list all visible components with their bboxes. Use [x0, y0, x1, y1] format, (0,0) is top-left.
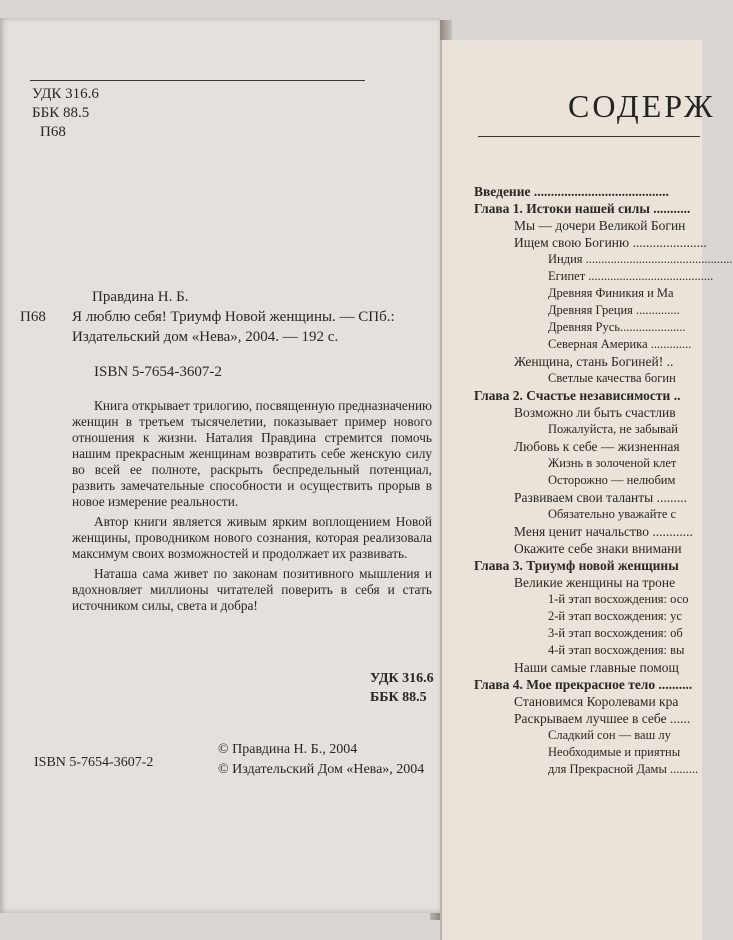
top-rule-left — [30, 80, 365, 81]
toc-entry: Египет ........................................ — [548, 269, 714, 283]
toc-entry: 3-й этап восхождения: об — [548, 626, 683, 640]
toc-entry: Становимся Королевами кра — [514, 694, 679, 709]
toc-entry: Меня ценит начальство ............ — [514, 524, 693, 539]
toc-entry: Развиваем свои таланты ......... — [514, 490, 688, 505]
annotation-block — [72, 398, 432, 618]
toc-entry: Северная Америка ............. — [548, 337, 692, 351]
toc-entry: Древняя Русь..................... — [548, 320, 686, 334]
toc-entry: Великие женщины на троне — [514, 575, 676, 590]
isbn-line: ISBN 5-7654-3607-2 — [94, 364, 222, 380]
toc-entry: Возможно ли быть счастлив — [514, 405, 676, 420]
title-line: Я люблю себя! Триумф Новой женщины. — СПб.: — [72, 309, 395, 325]
bbk-code-bottom: ББК 88.5 — [370, 690, 427, 705]
toc-entry: Обязательно уважайте с — [548, 507, 677, 521]
toc-entry: Введение ........................................ — [474, 184, 669, 199]
toc-entry: Жизнь в золоченой клет — [548, 456, 677, 470]
annotation-paragraph: Книга открывает трилогию, посвященную предназначению женщин в третьем тысячелетии, показывает пример нового отношения к жизни. Наталия Правдина стремится помочь нашим прекрасным женщинам возвратить себе женскую силу во всей ее полноте, раскрыть беспредельный потенциал, развить замечательные способности и осуществить прорыв в новое измерение реальности. — [72, 398, 432, 509]
toc-entry: Сладкий сон — ваш лу — [548, 728, 671, 742]
toc-entry: Древняя Финикия и Ма — [548, 286, 674, 300]
toc-entry: Древняя Греция .............. — [548, 303, 680, 317]
toc-entry: Глава 2. Счастье независимости .. — [474, 388, 681, 403]
toc-entry: Раскрываем лучшее в себе ...... — [514, 711, 691, 726]
author-line: Правдина Н. Б. — [92, 289, 189, 305]
toc-entry: Светлые качества богин — [548, 371, 676, 385]
toc-entry: Пожалуйста, не забывай — [548, 422, 678, 436]
toc-entry: Необходимые и приятны — [548, 745, 681, 759]
udk-code-top: УДК 316.6 — [32, 86, 99, 102]
catalog-code: П68 — [20, 309, 46, 325]
isbn-bottom: ISBN 5-7654-3607-2 — [34, 755, 154, 770]
toc-entry: для Прекрасной Дамы ......... — [548, 762, 699, 776]
toc-heading-rule — [478, 136, 700, 137]
toc-entry: Мы — дочери Великой Богин — [514, 218, 686, 233]
toc-entry: Женщина, стань Богиней! .. — [514, 354, 674, 369]
toc-entry: Индия ............................................... — [548, 252, 733, 266]
publisher-line: Издательский дом «Нева», 2004. — 192 с. — [72, 329, 339, 345]
toc-entry: Наши самые главные помощ — [514, 660, 679, 675]
toc-heading: СОДЕРЖ — [568, 88, 716, 124]
toc-entry: Любовь к себе — жизненная — [514, 439, 680, 454]
copyright-author: © Правдина Н. Б., 2004 — [218, 742, 358, 757]
toc-entry: Окажите себе знаки внимани — [514, 541, 682, 556]
toc-entry: Глава 1. Истоки нашей силы ........... — [474, 201, 691, 216]
toc-entry: 2-й этап восхождения: ус — [548, 609, 682, 623]
annotation-paragraph: Наташа сама живет по законам позитивного мышления и вдохновляет миллионы читателей поверить в себя и стать источником силы, света и добра! — [72, 566, 432, 613]
bbk-code-top: ББК 88.5 — [32, 105, 90, 121]
toc-entry: Глава 3. Триумф новой женщины — [474, 558, 679, 573]
copyright-publisher: © Издательский Дом «Нева», 2004 — [218, 762, 425, 777]
toc-entry: Осторожно — нелюбим — [548, 473, 676, 487]
toc-entry: Ищем свою Богиню ...................... — [514, 235, 707, 250]
toc-entry: 1-й этап восхождения: осо — [548, 592, 689, 606]
udk-code-bottom: УДК 316.6 — [370, 671, 434, 686]
toc-entry: 4-й этап восхождения: вы — [548, 643, 685, 657]
toc-entry: Глава 4. Мое прекрасное тело .......... — [474, 677, 693, 692]
annotation-paragraph: Автор книги является живым ярким воплощением Новой женщины, проводником нового сознания, которая реализовала максимум своих возможностей и продолжает их развивать. — [72, 514, 432, 561]
catalog-code-top: П68 — [40, 124, 66, 140]
